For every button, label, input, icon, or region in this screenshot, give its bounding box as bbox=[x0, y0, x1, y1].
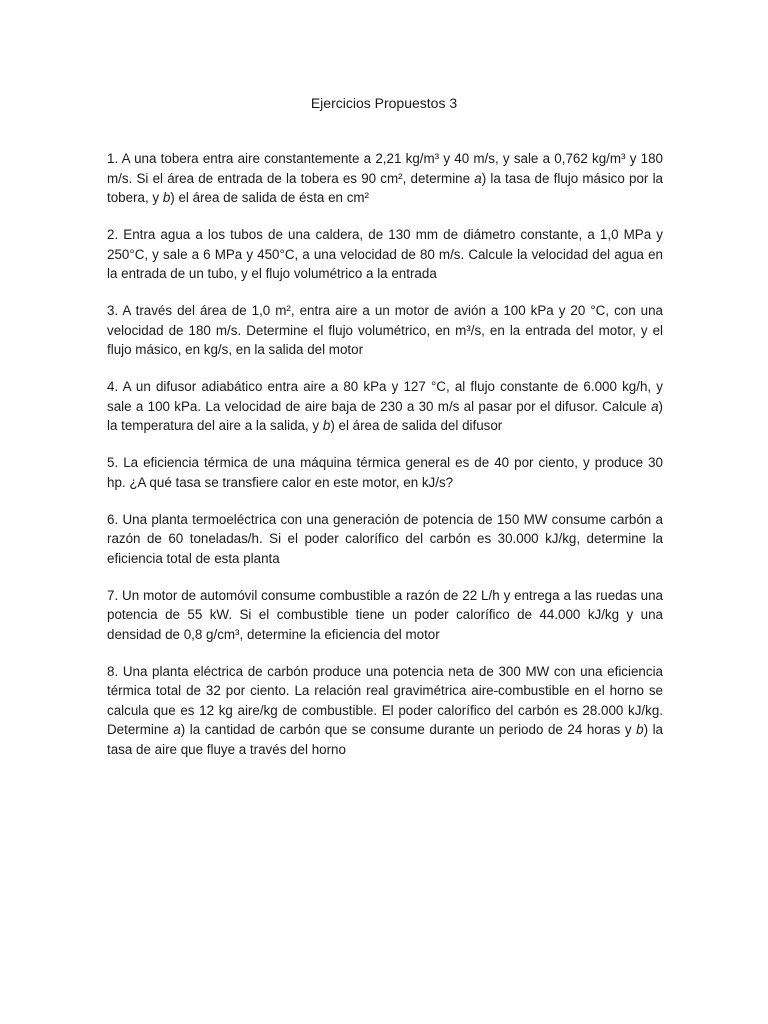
exercise-text: 7. Un motor de automóvil consume combustible a razón de 22 L/h y entrega a las ruedas una potencia de 55 kW. Si el combustible tiene un poder calorífico de 44.000 kJ/kg y una densidad de 0,8 g/cm³, determine la eficiencia del motor bbox=[107, 587, 663, 642]
exercise-text: 4. A un difusor adiabático entra aire a 80 kPa y 127 °C, al flujo constante de 6.000 kg/h, y sale a 100 kPa. La velocidad de aire baja de 230 a 30 m/s al pasar por el difusor. Calcule bbox=[107, 379, 663, 414]
exercise-8 bbox=[107, 662, 663, 760]
exercise-4 bbox=[107, 377, 663, 436]
exercise-5 bbox=[107, 453, 663, 492]
exercise-text: ) el área de salida de ésta en cm² bbox=[170, 190, 370, 205]
exercise-text: 8. Una planta eléctrica de carbón produce una potencia neta de 300 MW con una eficiencia térmica total de 32 por ciento. La relación real gravimétrica aire-combustible en el horno se calcula que es 12 kg aire/kg de combustible. El poder calorífico del carbón es 28.000 kJ/kg. Determine bbox=[107, 663, 663, 737]
exercise-text: ) la tasa de aire que fluye a través del horno bbox=[107, 722, 663, 757]
exercise-part-label: b bbox=[162, 190, 171, 205]
exercise-text: ) la temperatura del aire a la salida, y bbox=[107, 398, 663, 433]
exercise-text: 3. A través del área de 1,0 m², entra aire a un motor de avión a 100 kPa y 20 °C, con una velocidad de 180 m/s. Determine el flujo volumétrico, en m³/s, en la entrada del motor, y el flujo másico, en kg/s, en la salida del motor bbox=[107, 303, 663, 357]
exercise-2 bbox=[107, 225, 663, 284]
exercise-text: 1. A una tobera entra aire constantemente a 2,21 kg/m³ y 40 m/s, y sale a 0,762 kg/m³ y 180 m/s. Si el área de entrada de la tobera es 90 cm², determine bbox=[107, 151, 663, 186]
exercise-part-label: b bbox=[636, 722, 644, 737]
exercise-7 bbox=[107, 586, 663, 645]
exercise-text: 5. La eficiencia térmica de una máquina térmica general es de 40 por ciento, y produce 30 hp. ¿A qué tasa se transfiere calor en este motor, en kJ/s? bbox=[107, 455, 663, 490]
exercise-part-label: a bbox=[474, 170, 482, 186]
exercise-1 bbox=[107, 149, 663, 208]
exercise-text: 2. Entra agua a los tubos de una caldera, de 130 mm de diámetro constante, a 1,0 MPa y 250°C, y sale a 6 MPa y 450°C, a una velocidad de 80 m/s. Calcule la velocidad del agua en la entrada de un tubo, y el flujo volumétrico a la entrada bbox=[107, 227, 663, 281]
exercise-text: ) la cantidad de carbón que se consume durante un periodo de 24 horas y bbox=[180, 722, 637, 737]
exercise-6 bbox=[107, 510, 663, 569]
exercise-text: 6. Una planta termoeléctrica con una generación de potencia de 150 MW consume carbón a razón de 60 toneladas/h. Si el poder calorífico del carbón es 30.000 kJ/kg, determine la eficiencia total de esta planta bbox=[107, 511, 663, 566]
exercise-part-label: a bbox=[173, 722, 181, 737]
page-title: Ejercicios Propuestos 3 bbox=[310, 95, 458, 111]
exercise-part-label: a bbox=[651, 398, 659, 414]
exercise-text: ) la tasa de flujo másico por la tobera, y bbox=[107, 170, 663, 205]
exercise-part-label: b bbox=[322, 418, 331, 433]
exercise-list bbox=[107, 149, 663, 777]
exercise-3 bbox=[107, 301, 663, 360]
exercise-text: ) el área de salida del difusor bbox=[330, 418, 503, 433]
